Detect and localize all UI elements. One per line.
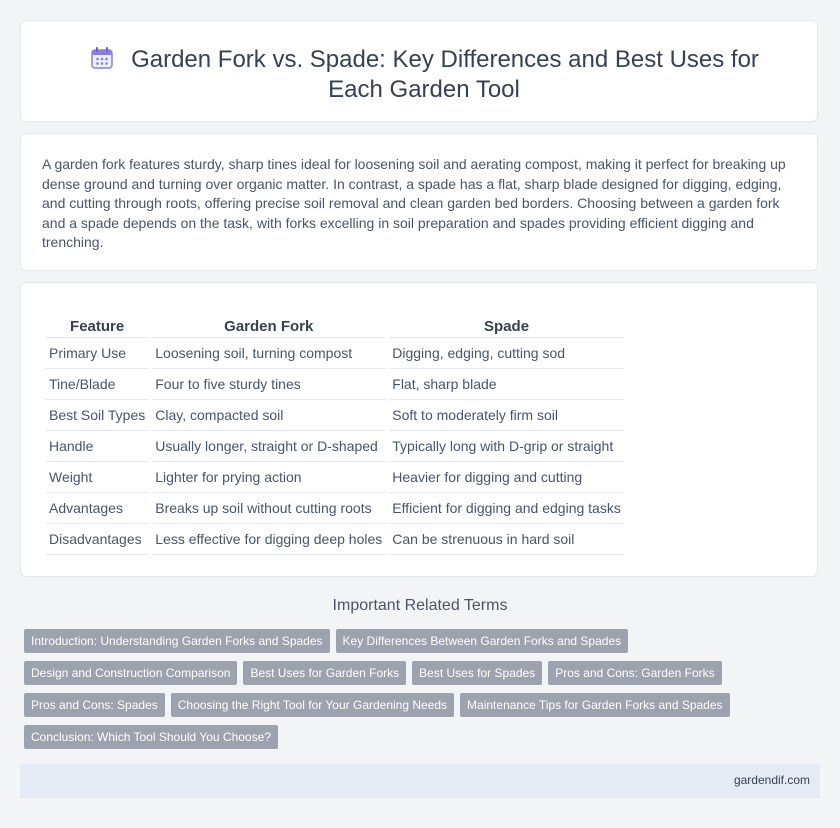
related-tags (24, 629, 824, 757)
table-cell: Usually longer, straight or D-shaped (152, 431, 385, 462)
table-row (46, 462, 624, 493)
table-cell: Heavier for digging and cutting (389, 462, 624, 493)
table-cell: Primary Use (46, 338, 148, 369)
table-row (46, 431, 624, 462)
header-card (20, 20, 818, 122)
table-cell: Efficient for digging and edging tasks (389, 493, 624, 524)
comparison-table (42, 316, 628, 555)
table-cell: Flat, sharp blade (389, 369, 624, 400)
table-row (46, 369, 624, 400)
table-row (46, 493, 624, 524)
column-header-feature: Feature (46, 316, 148, 338)
related-tag-maintenance[interactable]: Maintenance Tips for Garden Forks and Spades (460, 693, 729, 717)
table-row (46, 338, 624, 369)
table-cell: Four to five sturdy tines (152, 369, 385, 400)
table-cell: Lighter for prying action (152, 462, 385, 493)
footer (20, 764, 820, 798)
related-tag-choosing-tool[interactable]: Choosing the Right Tool for Your Gardening Needs (171, 693, 454, 717)
table-cell: Handle (46, 431, 148, 462)
related-tag-pros-cons-forks[interactable]: Pros and Cons: Garden Forks (548, 661, 721, 685)
table-cell: Advantages (46, 493, 148, 524)
related-tag-best-uses-spades[interactable]: Best Uses for Spades (412, 661, 542, 685)
intro-paragraph: A garden fork features sturdy, sharp tines ideal for loosening soil and aerating compost, making it perfect for breaking up dense ground and turning over organic matter. In contrast, a spade has a flat, sharp blade designed for digging, edging, and cutting through roots, offering precise soil removal and clean garden bed borders. Choosing between a garden fork and a spade depends on the task, with forks excelling in soil preparation and spades providing efficient digging and trenching. (42, 156, 786, 251)
table-cell: Less effective for digging deep holes (152, 524, 385, 555)
related-terms-title: Important Related Terms (332, 597, 508, 614)
table-cell: Can be strenuous in hard soil (389, 524, 624, 555)
related-tag-best-uses-forks[interactable]: Best Uses for Garden Forks (243, 661, 406, 685)
calendar-icon (89, 45, 115, 71)
table-cell: Loosening soil, turning compost (152, 338, 385, 369)
footer-site-link[interactable]: gardendif.com (733, 773, 810, 787)
related-tag-pros-cons-spades[interactable]: Pros and Cons: Spades (24, 693, 165, 717)
table-cell: Typically long with D-grip or straight (389, 431, 624, 462)
comparison-card (20, 282, 818, 577)
table-cell: Best Soil Types (46, 400, 148, 431)
table-cell: Clay, compacted soil (152, 400, 385, 431)
page-title-text: Garden Fork vs. Spade: Key Differences and Best Uses for Each Garden Tool (131, 46, 759, 103)
title-wrap (61, 45, 787, 105)
table-cell: Weight (46, 462, 148, 493)
table-header-row (46, 316, 624, 338)
page-title (61, 45, 787, 105)
table-cell: Breaks up soil without cutting roots (152, 493, 385, 524)
intro-card (20, 133, 818, 271)
table-cell: Tine/Blade (46, 369, 148, 400)
table-row (46, 524, 624, 555)
table-row (46, 400, 624, 431)
related-tag-conclusion[interactable]: Conclusion: Which Tool Should You Choose? (24, 725, 278, 749)
column-header-spade: Spade (389, 316, 624, 338)
column-header-garden-fork: Garden Fork (152, 316, 385, 338)
related-tag-design-construction[interactable]: Design and Construction Comparison (24, 661, 237, 685)
table-cell: Disadvantages (46, 524, 148, 555)
table-cell: Soft to moderately firm soil (389, 400, 624, 431)
related-tag-key-differences[interactable]: Key Differences Between Garden Forks and Spades (336, 629, 629, 653)
related-tag-introduction[interactable]: Introduction: Understanding Garden Forks and Spades (24, 629, 330, 653)
table-cell: Digging, edging, cutting sod (389, 338, 624, 369)
